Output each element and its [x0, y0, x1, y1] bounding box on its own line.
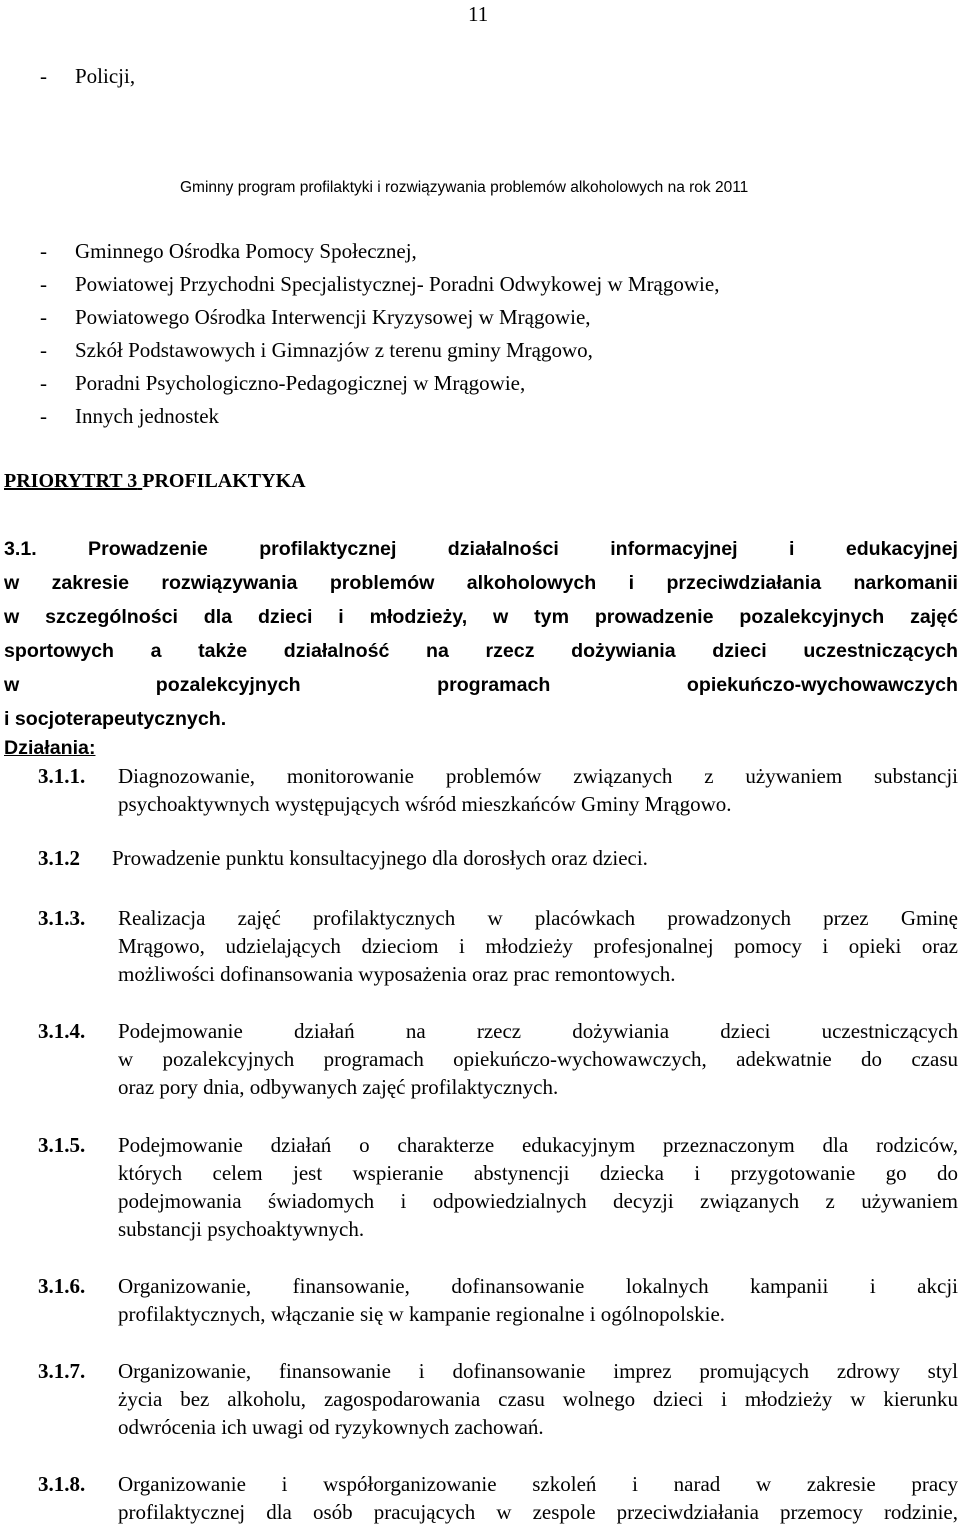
action-text: Prowadzenie punktu konsultacyjnego dla dorosłych oraz dzieci. [112, 846, 648, 870]
priority-prefix: PRIORYTRT 3 [4, 470, 138, 492]
intro-line: w pozalekcyjnych programach opiekuńczo-wychowawczych [4, 674, 958, 696]
action-number: 3.1.6. [38, 1274, 86, 1298]
section-intro [4, 532, 958, 736]
intro-line: 3.1. Prowadzenie profilaktycznej działalności informacyjnej i edukacyjnej [4, 538, 958, 560]
running-header: Gminny program profilaktyki i rozwiązywania problemów alkoholowych na rok 2011 [180, 179, 749, 196]
action-text: Realizacja zajęć profilaktycznych w placówkach prowadzonych przez Gminę Mrągowo, udzielających dzieciom i młodzieży profesjonalnej pomocy i opieki oraz możliwości dofinansowania wyposażenia oraz prac remontowych. [118, 906, 958, 986]
action-number: 3.1.8. [38, 1472, 86, 1496]
action-number: 3.1.5. [38, 1133, 86, 1157]
action-text: Organizowanie, finansowanie i dofinansowanie imprez promujących zdrowy styl życia bez alkoholu, zagospodarowania czasu wolnego dzieci i młodzieży w kierunku odwrócenia ich uwagi od ryzykownych zachowań. [118, 1359, 958, 1439]
action-number: 3.1.4. [38, 1019, 86, 1043]
action-number: 3.1.1. [38, 764, 86, 788]
actions-heading: Działania: [4, 737, 96, 759]
action-number: 3.1.7. [38, 1359, 86, 1383]
action-text: Organizowanie, finansowanie, dofinansowanie lokalnych kampanii i akcji profilaktycznych, włączanie się w kampanie regionalne i ogólnopolskie. [118, 1274, 958, 1326]
intro-line: i socjoterapeutycznych. [4, 708, 227, 730]
intro-line: w szczególności dla dzieci i młodzieży, w tym prowadzenie pozalekcyjnych zajęć [4, 606, 958, 628]
action-text: Diagnozowanie, monitorowanie problemów związanych z używaniem substancji psychoaktywnych występujących wśród mieszkańców Gminy Mrągowo. [118, 764, 958, 816]
intro-line: sportowych a także działalność na rzecz dożywiania dzieci uczestniczących [4, 640, 958, 662]
action-text: Podejmowanie działań na rzecz dożywiania dzieci uczestniczących w pozalekcyjnych programach opiekuńczo-wychowawczych, adekwatnie do czasu oraz pory dnia, odbywanych zajęć profilaktycznych. [118, 1019, 958, 1099]
action-number: 3.1.2 [38, 846, 80, 870]
action-text: Podejmowanie działań o charakterze edukacyjnym przeznaczonym dla rodziców, których celem jest wspieranie abstynencji dziecka i przygotowanie go do podejmowania świadomych i odpowiedzialnych decyzji związanych z używaniem substancji psychoaktywnych. [118, 1133, 958, 1241]
priority-suffix: PROFILAKTYKA [142, 470, 306, 492]
action-number: 3.1.3. [38, 906, 86, 930]
page-number: 11 [468, 2, 489, 26]
intro-line: w zakresie rozwiązywania problemów alkoholowych i przeciwdziałania narkomanii [4, 572, 958, 594]
action-text: Organizowanie i współorganizowanie szkoleń i narad w zakresie pracy profilaktycznej dla osób pracujących w zespole przeciwdziałania przemocy rodzinie, [118, 1472, 958, 1524]
priority-heading [4, 468, 306, 494]
